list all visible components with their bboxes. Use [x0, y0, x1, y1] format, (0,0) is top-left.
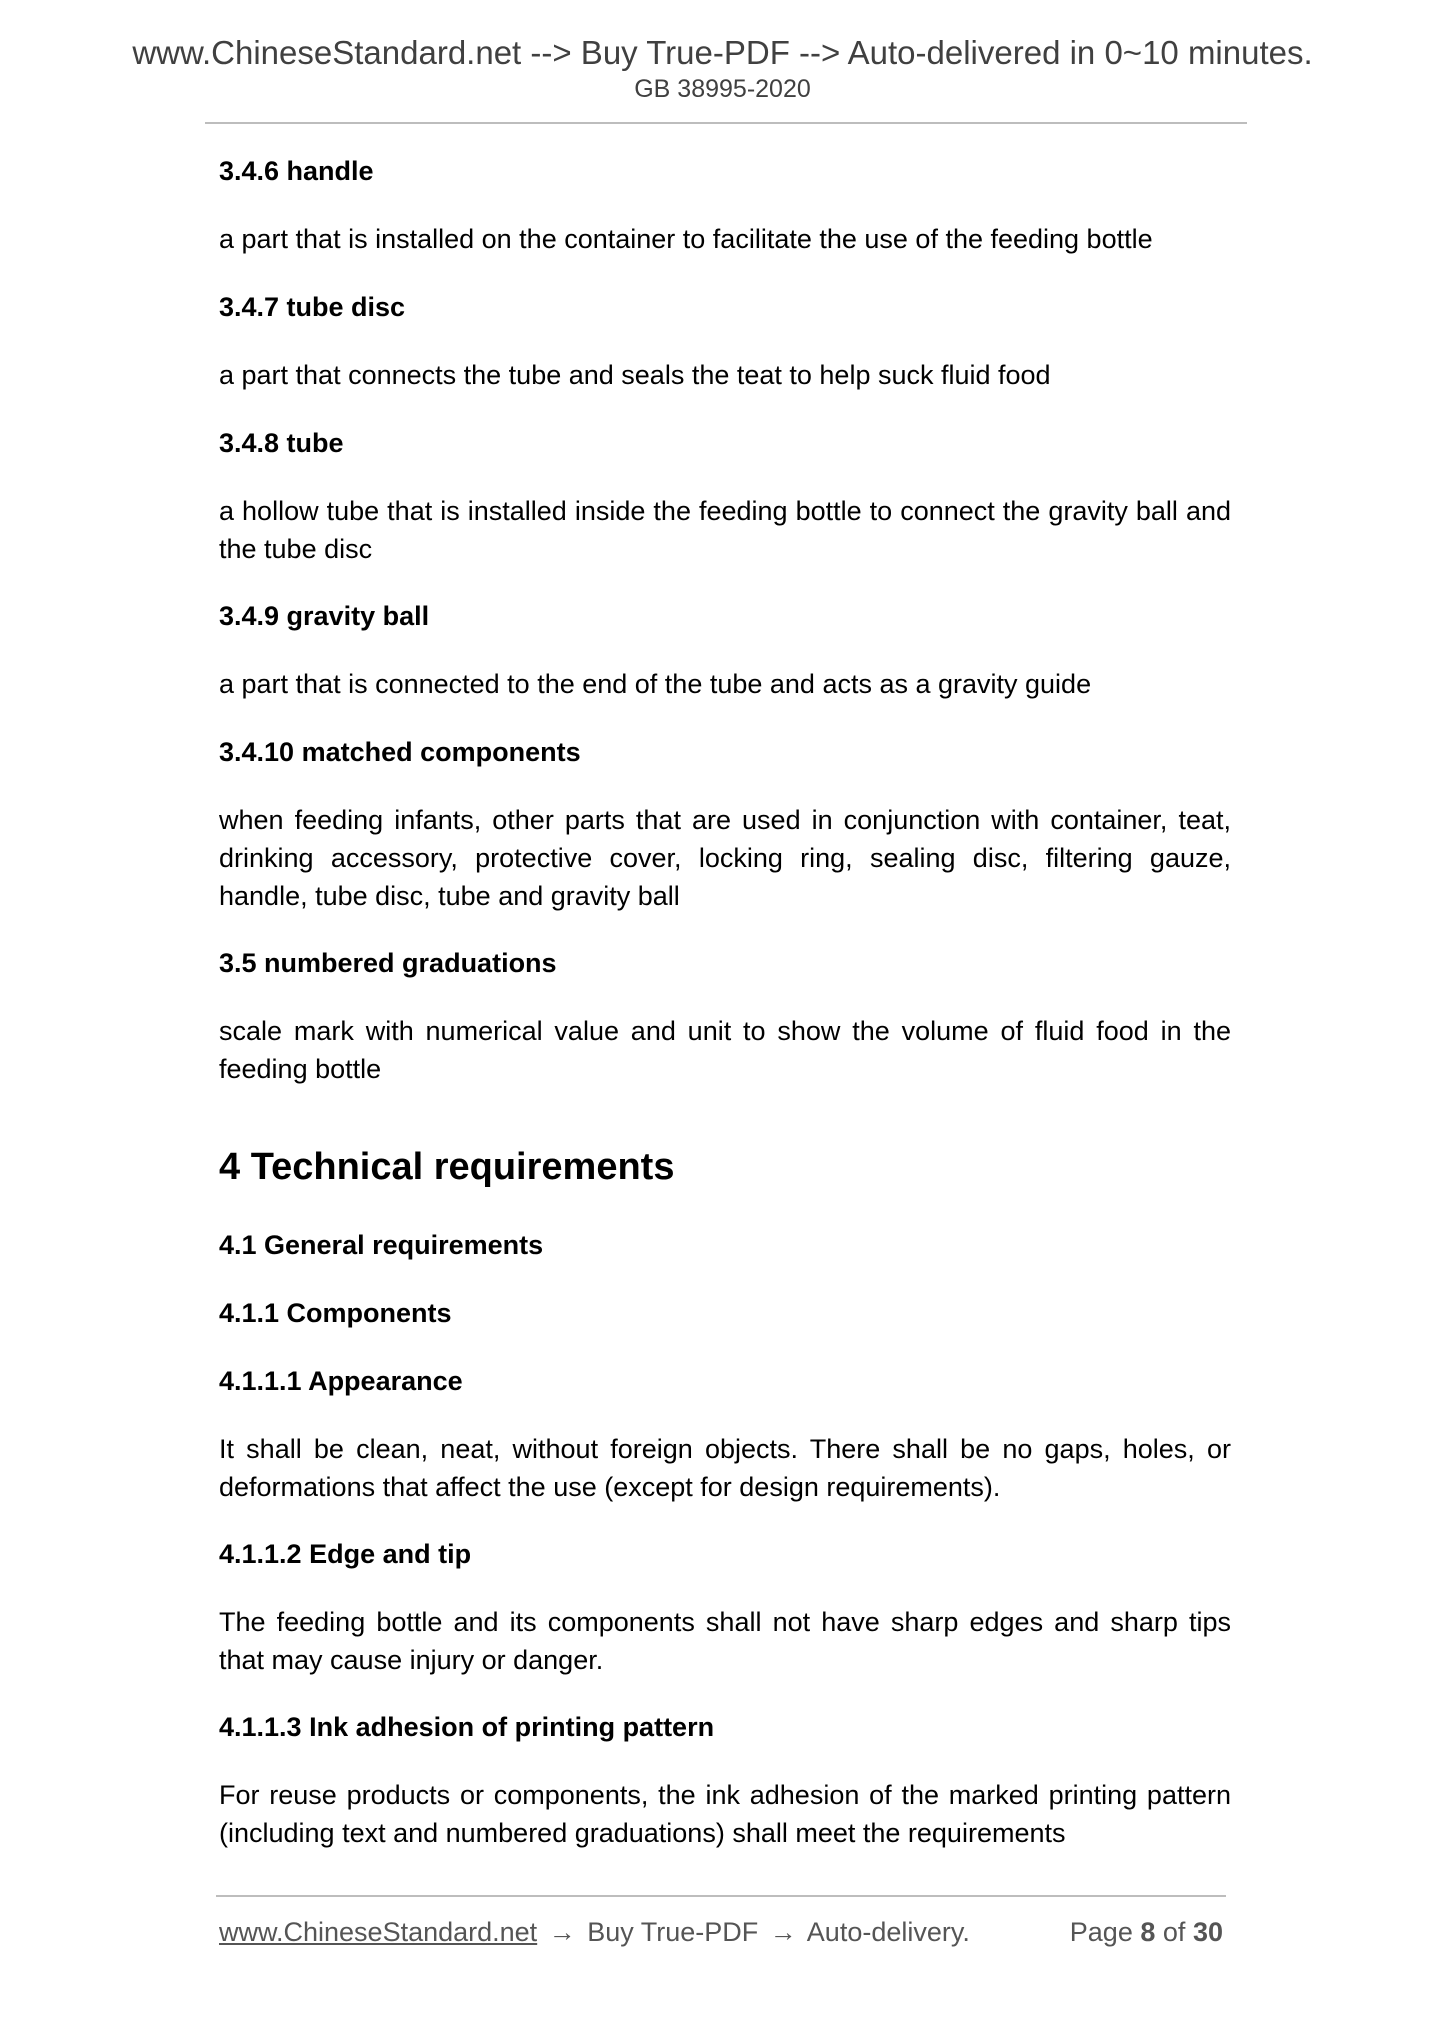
clause-4-1-1-2-heading: 4.1.1.2 Edge and tip: [219, 1539, 472, 1569]
clause-4-1-heading: 4.1 General requirements: [219, 1230, 544, 1260]
arrow-right-icon: →: [548, 1917, 576, 1947]
clause-3-5-heading: 3.5 numbered graduations: [219, 948, 557, 978]
footer-buy-text: Buy True-PDF: [587, 1917, 759, 1947]
clause-4-1-1-3-heading: 4.1.1.3 Ink adhesion of printing pattern: [219, 1712, 715, 1742]
arrow-right-icon: →: [769, 1917, 797, 1947]
of-label: of: [1162, 1917, 1186, 1947]
top-banner: www.ChineseStandard.net --> Buy True-PDF --> Auto-delivered in 0~10 minutes.: [132, 34, 1313, 71]
footer-site-link[interactable]: www.ChineseStandard.net: [219, 1917, 538, 1947]
clause-4-1-1-1-heading: 4.1.1.1 Appearance: [219, 1366, 463, 1396]
page-label: Page: [1069, 1917, 1133, 1947]
clause-3-4-10-text: when feeding infants, other parts that are used in conjunction with container, teat, drinking accessory, protective cover, locking ring, sealing disc, filtering gauze, handle, tube disc, tube and gravity ball: [219, 805, 1231, 911]
clause-3-4-9-text: a part that is connected to the end of the tube and acts as a gravity guide: [219, 669, 1092, 699]
standard-code: GB 38995-2020: [634, 75, 811, 103]
clause-3-4-7-text: a part that connects the tube and seals the teat to help suck fluid food: [219, 360, 1051, 390]
header-divider: [205, 122, 1247, 124]
clause-3-4-8-text: a hollow tube that is installed inside the feeding bottle to connect the gravity ball and the tube disc: [219, 496, 1231, 564]
page-content: [219, 152, 1231, 1852]
clause-3-4-6-heading: 3.4.6 handle: [219, 156, 374, 186]
page-indicator: [1070, 1914, 1223, 1950]
clause-3-4-8-heading: 3.4.8 tube: [219, 428, 344, 458]
clause-4-1-1-2-text: The feeding bottle and its components shall not have sharp edges and sharp tips that may cause injury or danger.: [219, 1607, 1231, 1675]
page-footer: [219, 1914, 1231, 1954]
footer-divider: [216, 1895, 1226, 1897]
footer-delivery-text: Auto-delivery.: [806, 1917, 970, 1947]
clause-3-5-text: scale mark with numerical value and unit to show the volume of fluid food in the feeding bottle: [219, 1016, 1231, 1084]
footer-promo: [219, 1914, 970, 1950]
clause-3-4-7-heading: 3.4.7 tube disc: [219, 292, 406, 322]
section-4-title: 4 Technical requirements: [219, 1146, 675, 1188]
clause-4-1-1-heading: 4.1.1 Components: [219, 1298, 452, 1328]
clause-3-4-9-heading: 3.4.9 gravity ball: [219, 601, 430, 631]
page-number: 8: [1140, 1917, 1156, 1947]
clause-4-1-1-1-text: It shall be clean, neat, without foreign objects. There shall be no gaps, holes, or deformations that affect the use (except for design requirements).: [219, 1434, 1231, 1502]
total-pages: 30: [1192, 1917, 1223, 1947]
clause-3-4-10-heading: 3.4.10 matched components: [219, 737, 581, 767]
clause-3-4-6-text: a part that is installed on the container to facilitate the use of the feeding bottle: [219, 224, 1153, 254]
clause-4-1-1-3-text: For reuse products or components, the ink adhesion of the marked printing pattern (including text and numbered graduations) shall meet the requirements: [219, 1780, 1231, 1848]
